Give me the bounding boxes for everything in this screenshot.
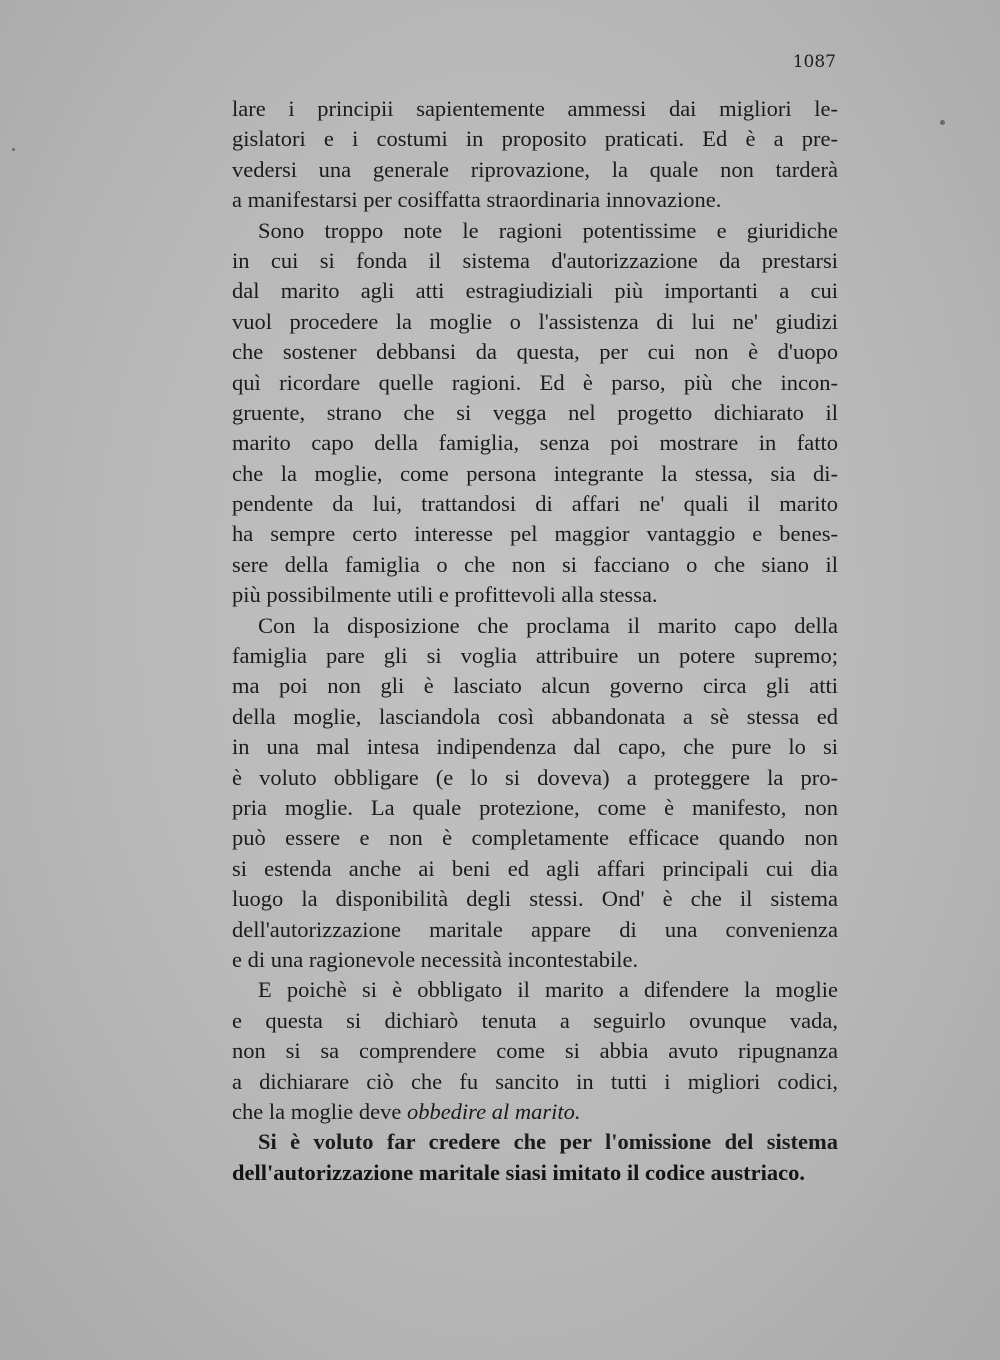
text-line: più possibilmente utili e profittevoli alla stessa. [232, 582, 658, 608]
text-line: dal marito agli atti estragiudiziali più importanti a cui [232, 278, 838, 304]
text-line: pria moglie. La quale protezione, come è manifesto, non [232, 794, 838, 820]
text-line: dell'autorizzazione maritale siasi imitato il codice austriaco. [232, 1159, 806, 1185]
text-line: marito capo della famiglia, senza poi mostrare in fatto [232, 430, 838, 456]
text-line: e di una ragionevole necessità incontestabile. [232, 946, 639, 972]
paper-speck [12, 148, 15, 151]
paragraph-first-line: Sono troppo note le ragioni potentissime e giuridiche [258, 217, 838, 243]
text-line: a manifestarsi per cosiffatta straordinaria innovazione. [232, 187, 722, 213]
text-line: pendente da lui, trattandosi di affari ne' quali il marito [232, 491, 838, 517]
text-line-with-italic [232, 1097, 838, 1127]
text-line: a dichiarare ciò che fu sancito in tutti i migliori codici, [232, 1068, 838, 1094]
text-line: e questa si dichiarò tenuta a seguirlo ovunque vada, [232, 1007, 838, 1033]
text-line: ha sempre certo interesse pel maggior vantaggio e benes- [232, 521, 838, 547]
text-line: vedersi una generale riprovazione, la quale non tarderà [232, 156, 838, 182]
paragraph-first-line: Si è voluto far credere che per l'omissione del sistema [258, 1129, 838, 1155]
paper-speck [940, 120, 945, 125]
text-line: che sostener debbansi da questa, per cui non è d'uopo [232, 339, 838, 365]
text-line: ma poi non gli è lasciato alcun governo circa gli atti [232, 673, 838, 699]
text-line: della moglie, lasciandola così abbandonata a sè stessa ed [232, 703, 838, 729]
text-line: luogo la disponibilità degli stessi. Ond' è che il sistema [232, 886, 838, 912]
text-line: vuol procedere la moglie o l'assistenza di lui ne' giudizi [232, 308, 838, 334]
text-segment: che la moglie deve [232, 1098, 402, 1124]
text-line: gruente, strano che si vegga nel progetto dichiarato il [232, 399, 838, 425]
text-line: famiglia pare gli si voglia attribuire un potere supremo; [232, 643, 838, 669]
text-line: lare i principii sapientemente ammessi dai migliori le- [232, 96, 838, 121]
text-line: in cui si fonda il sistema d'autorizzazione da prestarsi [232, 247, 838, 273]
paragraph-first-line: Con la disposizione che proclama il marito capo della [258, 612, 838, 638]
text-line: sere della famiglia o che non si facciano o che siano il [232, 551, 838, 577]
text-line: quì ricordare quelle ragioni. Ed è parso, più che incon- [232, 369, 838, 395]
text-line: che la moglie, come persona integrante la stessa, sia di- [232, 460, 838, 486]
italic-phrase: obbedire al marito. [406, 1098, 581, 1124]
paragraph-first-line: E poichè si è obbligato il marito a difendere la moglie [258, 977, 838, 1003]
text-line: in una mal intesa indipendenza dal capo, che pure lo si [232, 734, 838, 760]
text-line: dell'autorizzazione maritale appare di una convenienza [232, 916, 838, 942]
page-number: 1087 [792, 52, 836, 72]
text-line: si estenda anche ai beni ed agli affari principali cui dia [232, 855, 838, 881]
text-line: può essere e non è completamente efficace quando non [232, 825, 838, 851]
text-line: gislatori e i costumi in proposito praticati. Ed è a pre- [232, 126, 838, 152]
text-line: non si sa comprendere come si abbia avuto ripugnanza [232, 1038, 838, 1064]
body-text [232, 94, 838, 1188]
text-line: è voluto obbligare (e lo si doveva) a proteggere la pro- [232, 764, 838, 790]
